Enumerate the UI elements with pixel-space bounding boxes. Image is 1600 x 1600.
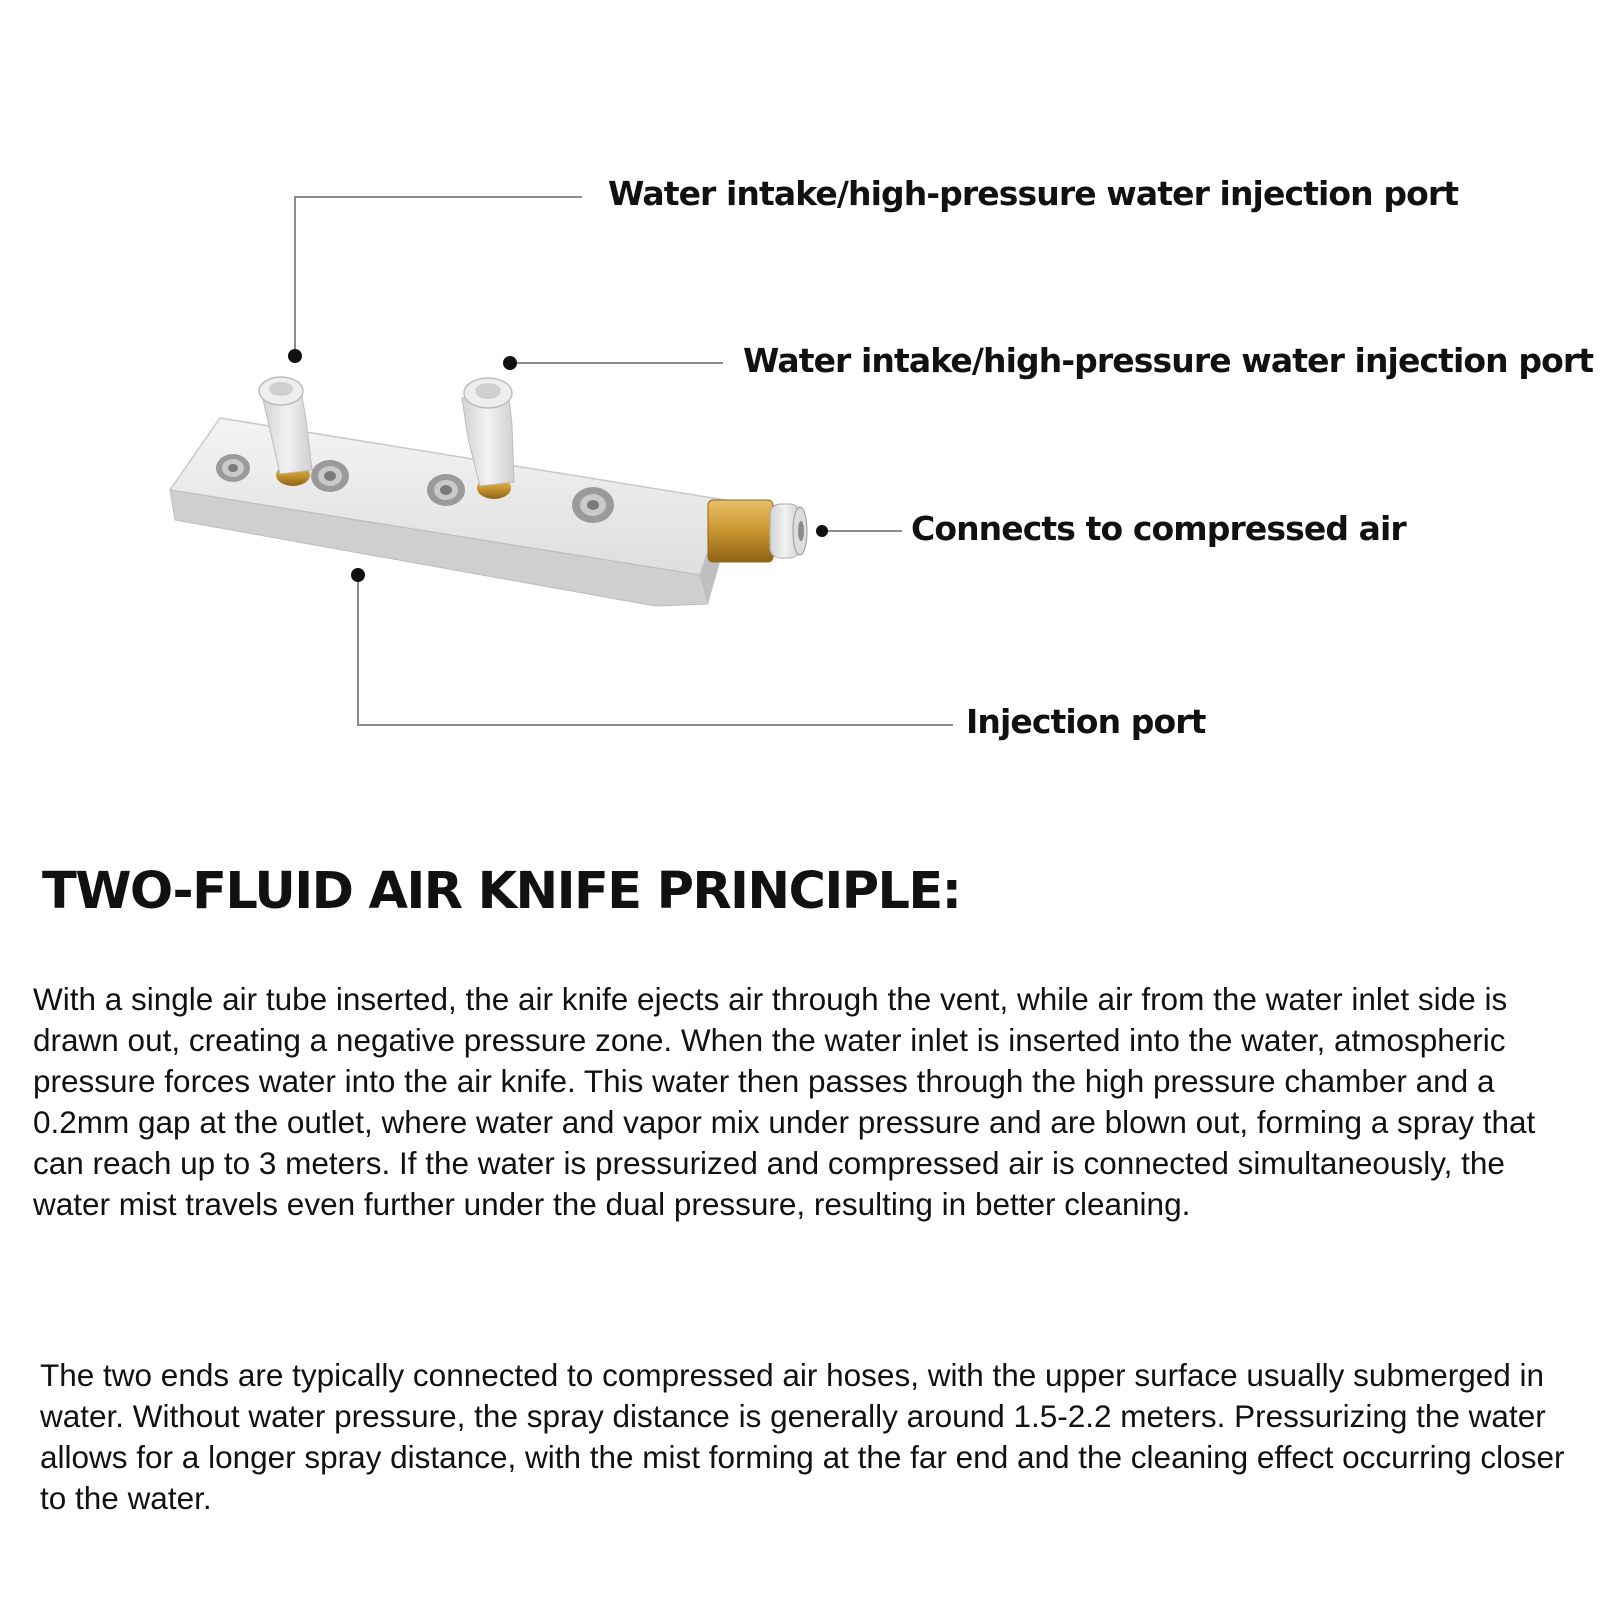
section-title: TWO-FLUID AIR KNIFE PRINCIPLE: [42,862,961,921]
screw-hole-icon [311,460,349,492]
screw-hole-icon [216,454,250,482]
callout-label-top-water-port: Water intake/high-pressure water injection port [608,174,1459,213]
callout-label-air-connection: Connects to compressed air [911,509,1406,548]
principle-paragraph-1: With a single air tube inserted, the air knife ejects air through the vent, while air from the water inlet side is drawn out, creating a negative pressure zone. When the water inlet is inserted into the water, atmospheric pressure forces water into the air knife. This water then passes through the high pressure chamber and a 0.2mm gap at the outlet, where water and vapor mix under pressure and are blown out, forming a spray that can reach up to 3 meters. If the water is pressurized and compressed air is connected simultaneously, the water mist travels even further under the dual pressure, resulting in better cleaning. [33,981,1536,1222]
callout-dot-injection [351,568,365,582]
screw-hole-icon [572,487,614,523]
principle-paragraph-2: The two ends are typically connected to compressed air hoses, with the upper surface usually submerged in water. Without water pressure, the spray distance is generally around 1.5-2.2 meters. Pressurizing the water allows for a longer spray distance, with the mist forming at the far end and the cleaning effect occurring closer to the water. [40,1357,1565,1516]
callout-label-injection-port: Injection port [966,702,1206,741]
callout-dot-second [503,356,517,370]
callout-label-second-water-port: Water intake/high-pressure water injection port [743,341,1594,380]
callout-dot-top [288,349,302,363]
air-inlet-fitting [708,500,807,562]
air-knife-body [170,418,732,606]
screw-hole-icon [427,474,465,506]
callout-dot-air [816,525,828,537]
leader-line-top [295,197,582,355]
